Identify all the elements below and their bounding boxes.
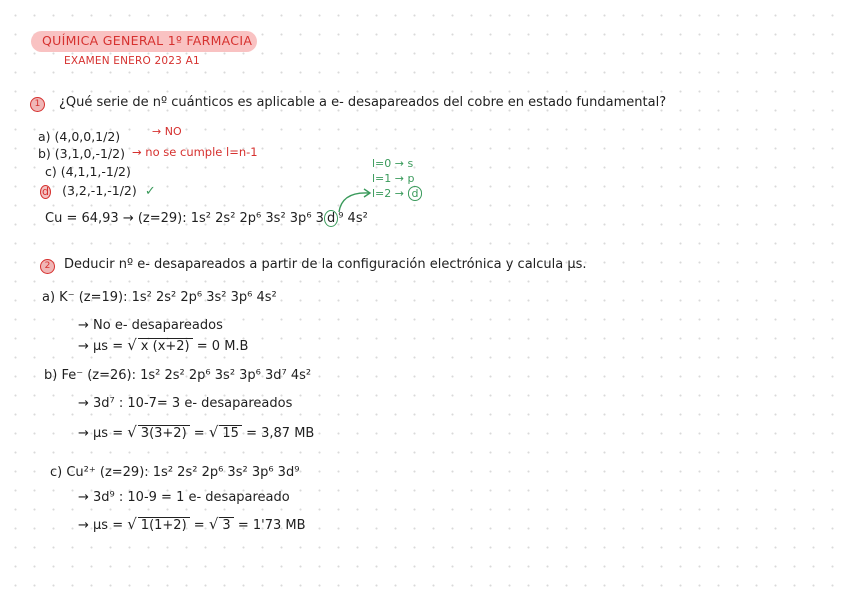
check-icon: ✓: [144, 184, 156, 199]
l-value-0: l=0 → s: [372, 157, 414, 170]
l-value-2: l=2 → d: [372, 187, 422, 200]
q2c-configuration: c) Cu²⁺ (z=29): 1s² 2s² 2p⁶ 3s² 3p⁶ 3d⁹: [50, 465, 300, 480]
question-1-prompt: ¿Qué serie de nº cuánticos es aplicable a e- desapareados del cobre en estado fundamental?: [59, 95, 667, 110]
q2b-step-1: → 3d⁷ : 10-7= 3 e- desapareados: [78, 396, 293, 411]
l-answer-circled: d: [408, 186, 423, 201]
q1-option-b: b) (3,1,0,-1/2): [38, 146, 125, 161]
q2c-step-2: → μs = √ 1(1+2) = √ 3 = 1'73 MB: [78, 515, 306, 533]
page-subtitle: EXAMEN ENERO 2023 A1: [64, 55, 200, 67]
q2a-step-1: → No e- desapareados: [78, 318, 223, 333]
q2a-configuration: a) K⁻ (z=19): 1s² 2s² 2p⁶ 3s² 3p⁶ 4s²: [42, 290, 277, 305]
l-value-1: l=1 → p: [372, 172, 415, 185]
q2a-step-2: → μs = √ x (x+2) = 0 M.B: [78, 336, 249, 354]
arrow-icon: →: [152, 125, 165, 138]
sqrt-icon: √: [127, 336, 137, 354]
q2c-step-1: → 3d⁹ : 10-9 = 1 e- desapareado: [78, 490, 290, 505]
sqrt-icon: √: [208, 515, 219, 533]
sqrt-icon: √: [208, 423, 219, 441]
q1-option-c: c) (4,1,1,-1/2): [45, 164, 131, 179]
question-2-prompt: Deducir nº e- desapareados a partir de la configuración electrónica y calcula μs.: [64, 257, 587, 272]
q1-option-d: [40, 180, 156, 199]
sqrt-icon: √: [127, 515, 137, 533]
q1-option-a: a) (4,0,0,1/2): [38, 129, 121, 144]
q2b-configuration: b) Fe⁻ (z=26): 1s² 2s² 2p⁶ 3s² 3p⁶ 3d⁷ 4s²: [44, 368, 312, 383]
q2b-step-2: → μs = √ 3(3+2) = √ 15 = 3,87 MB: [78, 423, 315, 441]
q1-option-d-text: (3,2,-1,-1/2): [62, 183, 137, 198]
cu-d-circled: d: [324, 210, 338, 227]
sqrt-icon: √: [127, 423, 137, 441]
q1-option-d-label: d: [42, 185, 49, 198]
q1-option-b-note: → no se cumple l=n-1: [132, 145, 258, 159]
cu-configuration: Cu = 64,93 → (z=29): 1s² 2s² 2p⁶ 3s² 3p⁶ 3 d ⁹ 4s²: [45, 211, 368, 226]
q1-option-a-note: → NO: [152, 125, 182, 138]
question-1-number: 1: [30, 97, 45, 112]
question-2-number: 2: [40, 259, 55, 274]
page-title: QUÍMICA GENERAL 1º FARMACIA: [42, 33, 253, 48]
